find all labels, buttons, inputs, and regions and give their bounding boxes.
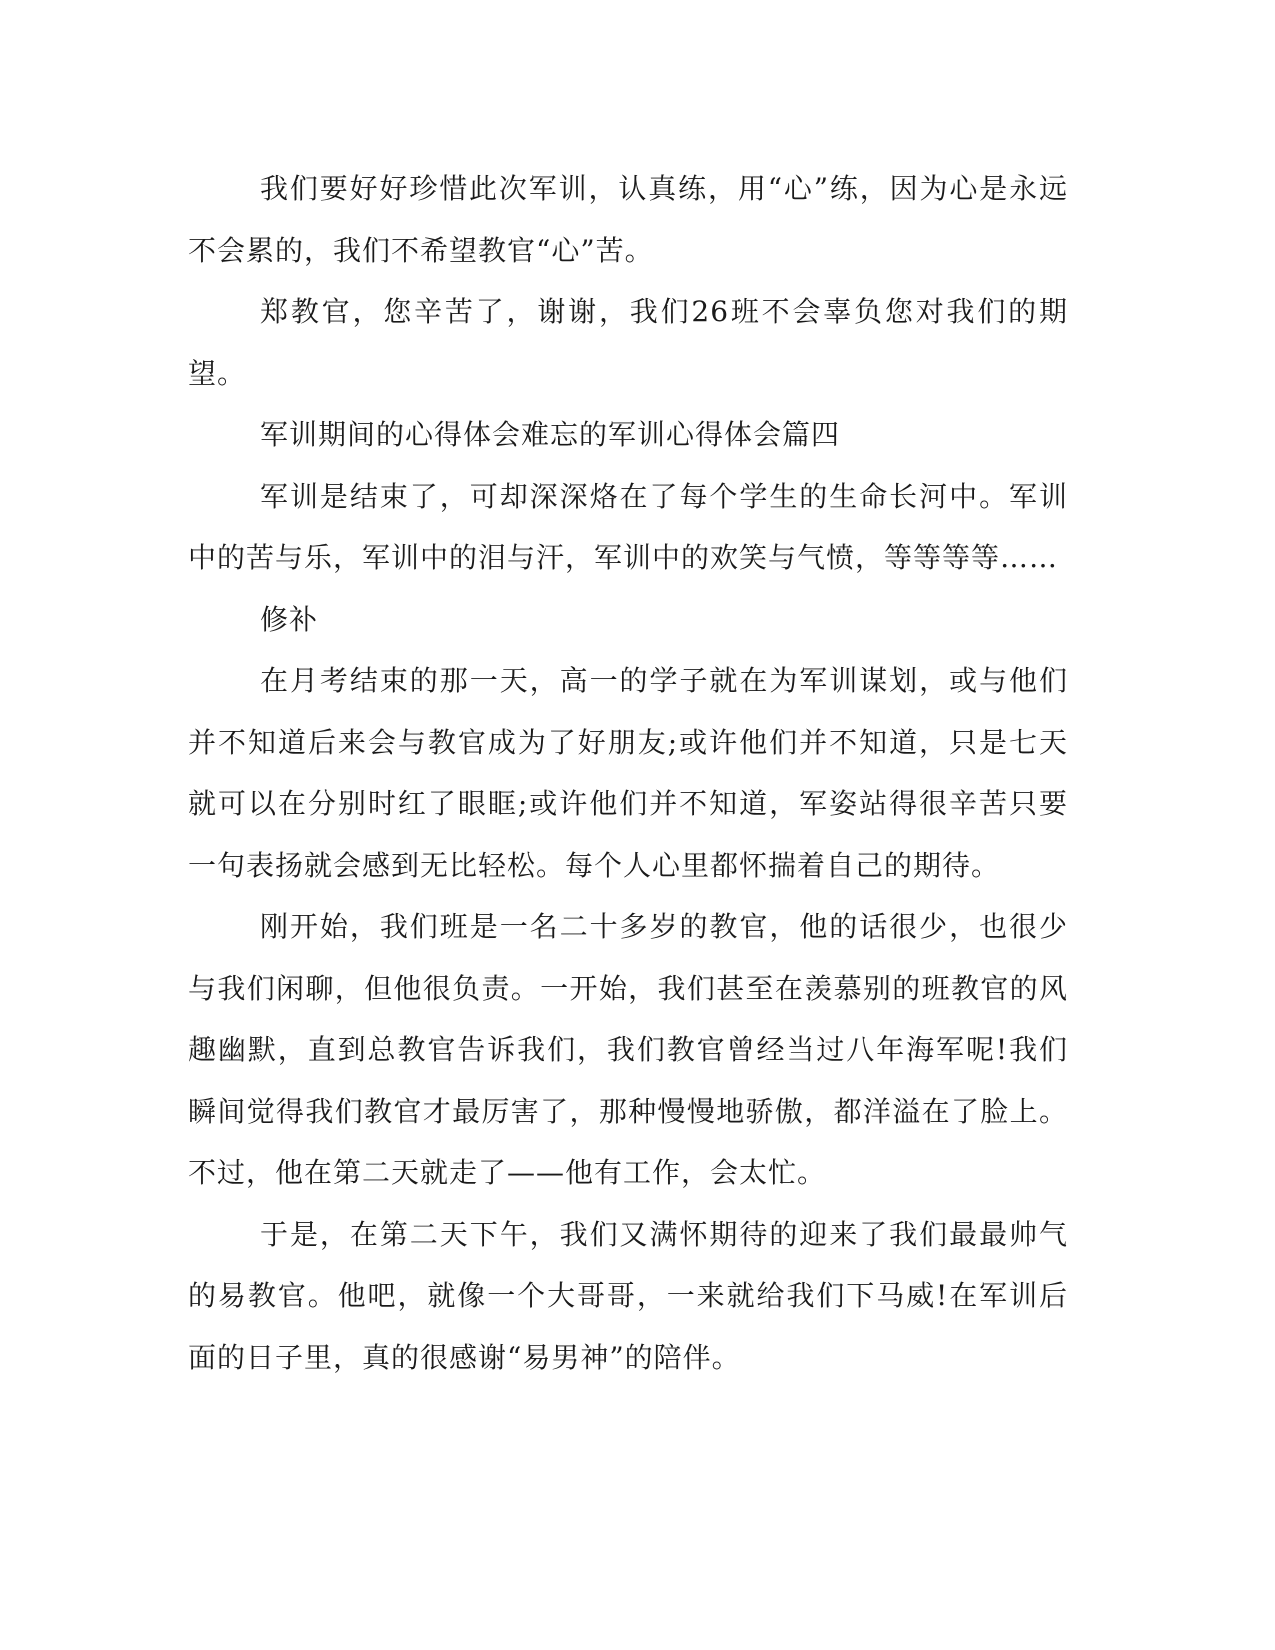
paragraph-4: 修补 [260,602,319,636]
paragraph-5: 在月考结束的那一天，高一的学子就在为军训谋划，或与他们并不知道后来会与教官成为了好朋友;或许他们并不知道，只是七天就可以在分别时红了眼眶;或许他们并不知道，军姿站得很辛苦只要一句表扬就会感到无比轻松。每个人心里都怀揣着自己的期待。 [188,664,1068,882]
section-heading: 军训期间的心得体会难忘的军训心得体会篇四 [260,418,841,451]
paragraph-1: 我们要好好珍惜此次军训，认真练，用“心”练，因为心是永远不会累的，我们不希望教官“心”苦。 [188,172,1068,267]
paragraph-6: 刚开始，我们班是一名二十多岁的教官，他的话很少，也很少与我们闲聊，但他很负责。一开始，我们甚至在羡慕别的班教官的风趣幽默，直到总教官告诉我们，我们教官曾经当过八年海军呢!我们瞬间觉得我们教官才最厉害了，那种慢慢地骄傲，都洋溢在了脸上。不过，他在第二天就走了——他有工作，会太忙。 [188,910,1068,1189]
paragraph-2: 郑教官，您辛苦了，谢谢，我们26班不会辜负您对我们的期望。 [188,295,1068,390]
paragraph-3: 军训是结束了，可却深深烙在了每个学生的生命长河中。军训中的苦与乐，军训中的泪与汗，军训中的欢笑与气愤，等等等等…… [188,479,1068,574]
paragraph-7: 于是，在第二天下午，我们又满怀期待的迎来了我们最最帅气的易教官。他吧，就像一个大哥哥，一来就给我们下马威!在军训后面的日子里，真的很感谢“易男神”的陪伴。 [188,1217,1068,1374]
document-body [188,158,1068,1388]
